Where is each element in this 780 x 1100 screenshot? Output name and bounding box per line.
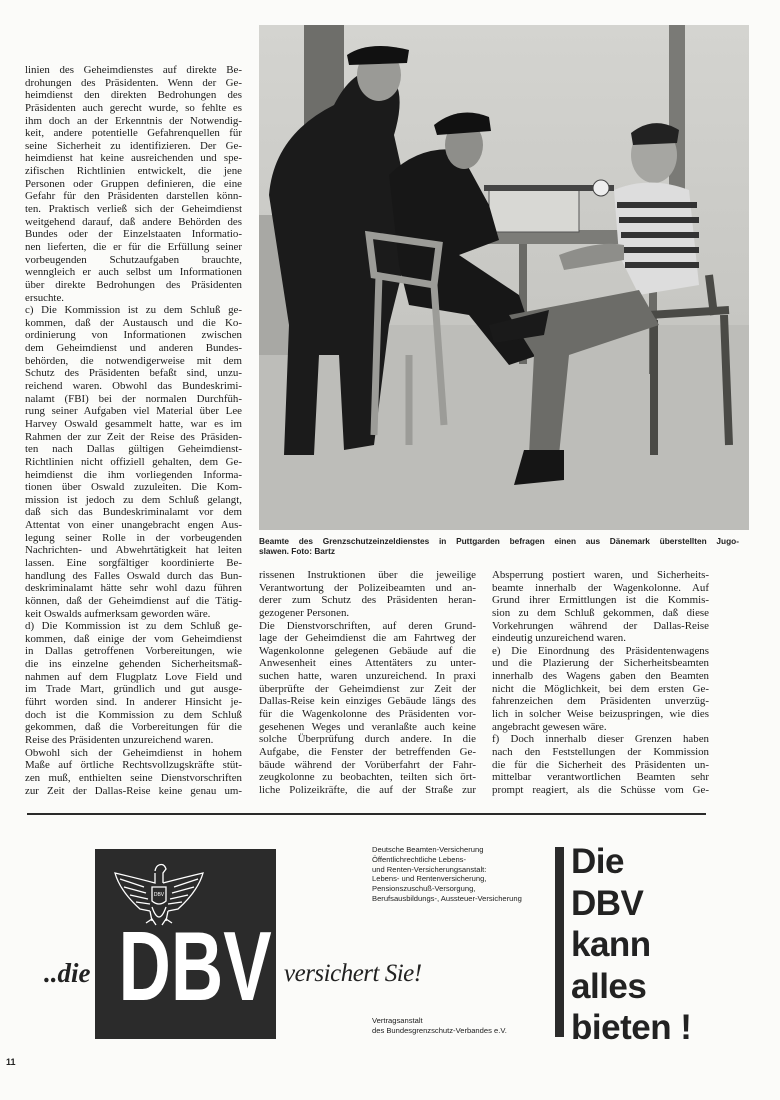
text-line: lage der Geheimdienst die am Fahrtweg der: [259, 632, 476, 645]
text-line: ordinierung von Informationen zwischen: [25, 329, 242, 342]
text-line: rung seiner Aufgaben viel Material über Lee: [25, 405, 242, 418]
text-line: deskriminalamt hätte sehr wohl dazu führen: [25, 582, 242, 595]
article-paragraph: [25, 747, 242, 798]
text-line: legung seiner Rolle in der vorbeugenden: [25, 531, 242, 544]
text-line: Wagenkolonne gelegenen Gebäude auf die: [259, 644, 476, 657]
text-line: eindeutig unzureichend waren.: [492, 632, 626, 645]
text-line: und die Plazierung der Sicherheitsbeamten: [492, 657, 709, 670]
text-line: zen muß, enthielten seine Dienstvorschriften: [25, 771, 242, 784]
slogan-line: bieten !: [571, 1008, 692, 1047]
photo-image: [259, 25, 749, 530]
text-line: liche Polizeikräfte, die auf der Straße zur: [259, 783, 476, 796]
text-line: weitgehend darauf, daß andere Behörden des: [25, 215, 242, 228]
article-paragraph: [25, 64, 242, 304]
text-line: Nachrichten- und Abwehrtätigkeit hat leiten: [25, 544, 242, 557]
text-line: Gefahr für den Präsidenten darstellen könn-: [25, 190, 242, 203]
article-paragraph: [492, 733, 709, 796]
text-line: innerhalb des Wagens gaben den Beamten: [492, 670, 709, 683]
text-line: heimdienst den direkten Bedrohungen des: [25, 89, 242, 102]
caption-line: Beamte des Grenzschutzeinzeldienstes in Puttgarden befragen einen aus Dänemark überstellten Jugo-: [259, 536, 739, 546]
text-line: ten. Praktisch verließ sich der Geheimdienst: [25, 203, 242, 216]
text-line: keit Oswalds aufmerksam geworden wäre.: [25, 607, 211, 620]
text-line: rissenen Instruktionen über die jeweilige: [259, 569, 476, 581]
ad-contract-note: [372, 1016, 507, 1036]
text-line: Obwohl sich der Geheimdienst in hohem: [25, 746, 242, 759]
text-line: keit, andere potentielle Gefahrenquellen für: [25, 127, 242, 140]
text-line: heimdienst hat keine ausreichenden und spe-: [25, 152, 242, 165]
company-line: Pensionszuschuß-Versorgung,: [372, 884, 476, 894]
text-line: seine Sicherheit zu identifizieren. Der Ge-: [25, 139, 242, 152]
text-line: lich in solcher Weise beizuspringen, wie dies: [492, 708, 709, 721]
text-line: handlung des Falles Oswald durch das Bun-: [25, 569, 242, 582]
text-line: nach den Feststellungen der Kommission: [492, 745, 709, 758]
text-line: doch ist die Kommission zu dem Schluß: [25, 708, 242, 721]
text-line: e) Die Einordnung des Präsidentenwagens: [492, 644, 709, 657]
text-line: behörden, die notwendigerweise mit dem: [25, 354, 242, 367]
text-line: können, daß der Geheimdienst auf die Tätig-: [25, 594, 242, 607]
article-paragraph: [492, 569, 709, 645]
dbv-logo-box: [95, 849, 276, 1039]
slogan-line: DBV: [571, 883, 644, 923]
text-line: Aufgabe, die Fenster der betreffenden Ge-: [259, 745, 476, 758]
contract-line: Vertragsanstalt: [372, 1016, 423, 1025]
text-line: f) Doch innerhalb dieser Grenzen haben: [492, 733, 709, 746]
text-line: Präsidenten auch gerecht wurde, so fehlte es: [25, 101, 242, 114]
text-line: nicht die Möglichkeit, bei dem ersten Ge-: [492, 682, 709, 695]
text-line: beamte innerhalb der Wagenkolonne. Auf: [492, 581, 709, 594]
text-line: Anwesenheit eines Attentäters zu unter-: [259, 657, 476, 670]
text-line: vorbeugenden Schutzaufgaben brauchte,: [25, 253, 242, 266]
text-line: drohungen des Präsidenten. Wenn der Ge-: [25, 76, 242, 89]
text-line: Bundes oder der Einzelstaaten Informatio-: [25, 228, 242, 241]
text-line: Absperrung postiert waren, und Sicherheits-: [492, 569, 709, 581]
text-line: zur Zeit der Dallas-Reise keine genau um-: [25, 784, 242, 797]
text-line: wenngleich er auch selbst um Informationen: [25, 266, 242, 279]
caption-line: slawen. Foto: Bartz: [259, 545, 336, 556]
company-line: Lebens- und Rentenversicherung,: [372, 874, 487, 884]
text-line: angebracht gewesen wäre.: [492, 720, 607, 733]
text-line: die für die Sicherheit des Präsidenten un-: [492, 758, 709, 771]
emblem-text: DBV: [153, 892, 165, 898]
text-line: daß sich das Bundeskriminalamt vor dem: [25, 506, 242, 519]
text-line: ersuchte.: [25, 291, 65, 304]
text-line: in Dallas getroffenen Vorbereitungen, wie: [25, 645, 242, 658]
text-line: führt worden sind. In anderer Hinsicht je-: [25, 696, 242, 709]
text-line: kommen, daß einige der vom Geheimdienst: [25, 632, 242, 645]
text-line: tionen über Oswald zuzuleiten. Die Kom-: [25, 481, 242, 494]
text-line: Richtlinien nicht offiziell gehalten, dem Ge-: [25, 455, 242, 468]
article-paragraph: [25, 620, 242, 746]
text-line: gekommen, daß die Vorbereitungen für die: [25, 721, 242, 734]
text-line: die ins einzelne gehenden Sicherheitsmaß-: [25, 658, 242, 671]
text-line: reichend waren. Obwohl das Bundeskrimi-: [25, 380, 242, 393]
ad-accent-bar: [555, 847, 564, 1037]
text-line: suchen hatte, waren unzureichend. In praxi: [259, 670, 476, 683]
text-line: bäude während der Vorüberfahrt der Fahr-: [259, 758, 476, 771]
text-line: solche Überprüfung durch andere. In die: [259, 733, 476, 746]
company-line: Berufsausbildungs-, Aussteuer-Versicherung: [372, 893, 522, 903]
text-line: nalamt (FBI) bei der normalen Durchfüh-: [25, 392, 242, 405]
text-line: mittelbar verantwortlichen Beamten sehr: [492, 771, 709, 784]
article-paragraph: [492, 645, 709, 733]
photo-border-guards-interview: [259, 25, 749, 530]
article-column-middle: [259, 569, 476, 797]
text-line: Personen oder Gruppen definieren, die eine: [25, 177, 242, 190]
ad-slogan: [571, 841, 691, 1049]
article-paragraph: [25, 304, 242, 620]
company-line: Öffentlichrechtliche Lebens-: [372, 854, 466, 864]
text-line: Vorkehrungen während der Dallas-Reise: [492, 619, 709, 632]
ad-company-description: [372, 845, 522, 904]
article-paragraph: [259, 569, 476, 620]
text-line: ten nach Dallas gültigen Geheimdienst-: [25, 443, 242, 456]
text-line: nen lieferten, die er für die Erfüllung seiner: [25, 240, 242, 253]
text-line: sion zu dem Schluß gekommen, daß diese: [492, 606, 709, 619]
text-line: mission ist jedoch zu dem Schluß gelangt,: [25, 493, 242, 506]
text-line: überprüfte der Geheimdienst zur Zeit der: [259, 682, 476, 695]
text-line: heimdienst die ihm vorliegenden Informa-: [25, 468, 242, 481]
text-line: Attentat von einer unangebracht engen Aus-: [25, 519, 242, 532]
section-divider: [27, 813, 706, 815]
text-line: lassen. Eine sorgfältiger koordinierte Be-: [25, 556, 242, 569]
text-line: prompt reagiert, als die Schüsse vom Ge-: [492, 783, 709, 796]
text-line: linien des Geheimdienstes auf direkte Be-: [25, 64, 242, 76]
company-line: und Renten-Versicherungsanstalt:: [372, 864, 487, 874]
ad-prefix-text: ..die: [44, 958, 91, 988]
text-line: Schutz des Präsidenten befaßt sind, unzu-: [25, 367, 242, 380]
photo-caption: [259, 537, 739, 556]
text-line: gesehenen Weges und veranlaßte auch keine: [259, 720, 476, 733]
slogan-line: Die: [571, 842, 624, 881]
text-line: zeugkolonne zu beobachten, teilten sich ört-: [259, 771, 476, 784]
ad-brand-name: DBV: [118, 911, 272, 1021]
text-line: im Trade Mart, gründlich und gut ausge-: [25, 683, 242, 696]
text-line: Maße auf örtliche Rechtsvollzugskräfte stüt-: [25, 759, 242, 772]
text-line: Grund ihrer Ermittlungen ist die Kommis-: [492, 594, 709, 607]
page-number: 11: [6, 1057, 16, 1067]
text-line: Harvey Oswald gesammelt hatte, war es im: [25, 417, 242, 430]
article-column-right: [492, 569, 709, 797]
text-line: Rahmen der zur Zeit der Reise des Präsiden-: [25, 430, 242, 443]
slogan-line: kann: [571, 925, 651, 964]
article-column-left: [25, 64, 242, 797]
text-line: nahmen auf dem Flugplatz Love Field und: [25, 670, 242, 683]
text-line: fahrenzeichen dem Präsidenten unverzüg-: [492, 695, 709, 708]
company-line: Deutsche Beamten-Versicherung: [372, 845, 484, 854]
text-line: Dallas-Reise kein einziges Gebäude längs des: [259, 695, 476, 708]
text-line: zifischen Richtlinien entwickelt, die jene: [25, 165, 242, 178]
text-line: für die Wagenkolonne des Präsidenten vor-: [259, 708, 476, 721]
text-line: über direkte Bedrohungen des Präsidenten: [25, 278, 242, 291]
contract-line: des Bundesgrenzschutz-Verbandes e.V.: [372, 1025, 507, 1035]
slogan-line: alles: [571, 966, 647, 1006]
text-line: Die Dienstvorschriften, auf deren Grund-: [259, 619, 476, 632]
text-line: Verantwortung der Polizeibeamten und an-: [259, 581, 476, 594]
text-line: kommen, daß der Austausch und die Ko-: [25, 316, 242, 329]
ad-tagline: versichert Sie!: [284, 960, 422, 987]
text-line: Reise des Präsidenten unzureichend waren.: [25, 733, 214, 746]
text-line: derer zum Schutz des Präsidenten heran-: [259, 594, 476, 607]
text-line: gezogener Personen.: [259, 606, 350, 619]
text-line: dem Geheimdienst und anderen Bundes-: [25, 342, 242, 355]
text-line: d) Die Kommission ist zu dem Schluß ge-: [25, 620, 242, 633]
text-line: c) Die Kommission ist zu dem Schluß ge-: [25, 304, 242, 317]
text-line: ihm doch an der Erkenntnis der Notwendig-: [25, 114, 242, 127]
article-paragraph: [259, 620, 476, 797]
